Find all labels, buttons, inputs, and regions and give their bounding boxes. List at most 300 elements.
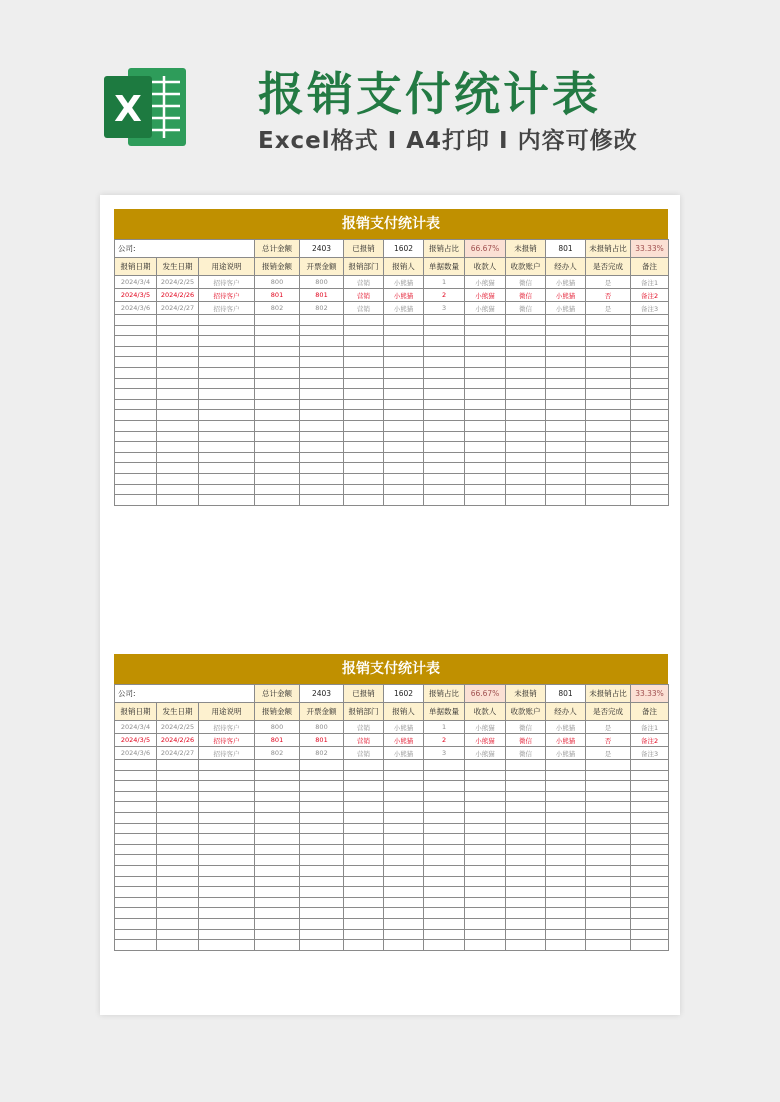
empty-cell[interactable] [631,834,669,845]
empty-cell[interactable] [199,918,255,929]
empty-cell[interactable] [157,346,199,357]
empty-cell[interactable] [199,855,255,866]
table-cell[interactable]: 否 [586,734,631,747]
empty-cell[interactable] [300,399,344,410]
empty-cell[interactable] [631,844,669,855]
table-cell[interactable]: 是 [586,721,631,734]
empty-cell[interactable] [586,367,631,378]
empty-cell[interactable] [424,389,465,400]
total-value[interactable]: 2403 [300,240,344,258]
empty-cell[interactable] [465,442,506,453]
empty-cell[interactable] [344,770,384,781]
empty-cell[interactable] [255,431,300,442]
empty-cell[interactable] [506,876,546,887]
table-cell[interactable]: 2024/2/25 [157,721,199,734]
empty-cell[interactable] [465,431,506,442]
empty-cell[interactable] [586,823,631,834]
empty-cell[interactable] [631,389,669,400]
empty-cell[interactable] [255,442,300,453]
empty-cell[interactable] [465,463,506,474]
empty-cell[interactable] [546,399,586,410]
empty-cell[interactable] [344,876,384,887]
empty-cell[interactable] [157,495,199,506]
table-cell[interactable]: 小熊猫 [546,734,586,747]
empty-cell[interactable] [546,463,586,474]
empty-cell[interactable] [115,887,157,898]
empty-cell[interactable] [586,791,631,802]
empty-cell[interactable] [157,463,199,474]
empty-cell[interactable] [586,802,631,813]
empty-cell[interactable] [199,410,255,421]
table-cell[interactable]: 招待客户 [199,302,255,315]
empty-cell[interactable] [384,781,424,792]
empty-cell[interactable] [300,325,344,336]
empty-cell[interactable] [384,855,424,866]
empty-cell[interactable] [255,389,300,400]
empty-cell[interactable] [199,325,255,336]
empty-cell[interactable] [465,473,506,484]
empty-cell[interactable] [255,410,300,421]
empty-cell[interactable] [424,452,465,463]
table-cell[interactable]: 2024/3/6 [115,302,157,315]
empty-cell[interactable] [157,420,199,431]
empty-cell[interactable] [115,897,157,908]
empty-cell[interactable] [199,442,255,453]
empty-cell[interactable] [631,908,669,919]
empty-cell[interactable] [631,760,669,771]
table-cell[interactable]: 2024/3/6 [115,747,157,760]
table-cell[interactable]: 小熊猫 [384,302,424,315]
empty-cell[interactable] [115,865,157,876]
empty-cell[interactable] [344,389,384,400]
empty-cell[interactable] [506,908,546,919]
empty-cell[interactable] [424,897,465,908]
empty-cell[interactable] [384,367,424,378]
empty-cell[interactable] [465,876,506,887]
empty-cell[interactable] [424,812,465,823]
empty-cell[interactable] [255,887,300,898]
empty-cell[interactable] [300,378,344,389]
empty-cell[interactable] [344,844,384,855]
empty-cell[interactable] [255,812,300,823]
table-cell[interactable]: 小熊猫 [384,721,424,734]
empty-cell[interactable] [546,791,586,802]
empty-cell[interactable] [506,346,546,357]
empty-cell[interactable] [586,484,631,495]
table-cell[interactable]: 小熊猫 [465,276,506,289]
table-cell[interactable]: 微信 [506,289,546,302]
empty-cell[interactable] [586,357,631,368]
empty-cell[interactable] [199,495,255,506]
empty-cell[interactable] [255,325,300,336]
empty-cell[interactable] [300,473,344,484]
empty-cell[interactable] [424,420,465,431]
empty-cell[interactable] [465,399,506,410]
empty-cell[interactable] [631,431,669,442]
empty-cell[interactable] [586,887,631,898]
empty-cell[interactable] [465,834,506,845]
empty-cell[interactable] [546,357,586,368]
empty-cell[interactable] [157,812,199,823]
empty-cell[interactable] [465,367,506,378]
empty-cell[interactable] [424,315,465,326]
empty-cell[interactable] [586,325,631,336]
table-cell[interactable]: 招待客户 [199,276,255,289]
empty-cell[interactable] [506,865,546,876]
empty-cell[interactable] [384,823,424,834]
empty-cell[interactable] [384,452,424,463]
empty-cell[interactable] [465,336,506,347]
empty-cell[interactable] [586,336,631,347]
empty-cell[interactable] [586,781,631,792]
empty-cell[interactable] [255,929,300,940]
empty-cell[interactable] [424,399,465,410]
table-cell[interactable]: 微信 [506,734,546,747]
empty-cell[interactable] [546,897,586,908]
empty-cell[interactable] [344,908,384,919]
empty-cell[interactable] [506,420,546,431]
empty-cell[interactable] [631,802,669,813]
empty-cell[interactable] [506,781,546,792]
empty-cell[interactable] [300,791,344,802]
empty-cell[interactable] [115,812,157,823]
empty-cell[interactable] [631,865,669,876]
empty-cell[interactable] [300,908,344,919]
empty-cell[interactable] [546,844,586,855]
empty-cell[interactable] [506,315,546,326]
empty-cell[interactable] [586,918,631,929]
empty-cell[interactable] [506,452,546,463]
empty-cell[interactable] [199,887,255,898]
empty-cell[interactable] [546,442,586,453]
empty-cell[interactable] [384,484,424,495]
empty-cell[interactable] [344,452,384,463]
empty-cell[interactable] [546,336,586,347]
empty-cell[interactable] [465,908,506,919]
empty-cell[interactable] [465,940,506,951]
empty-cell[interactable] [384,431,424,442]
empty-cell[interactable] [300,463,344,474]
table-cell[interactable]: 备注3 [631,747,669,760]
empty-cell[interactable] [546,452,586,463]
empty-cell[interactable] [465,378,506,389]
empty-cell[interactable] [300,389,344,400]
empty-cell[interactable] [586,410,631,421]
empty-cell[interactable] [300,834,344,845]
empty-cell[interactable] [115,781,157,792]
empty-cell[interactable] [157,791,199,802]
empty-cell[interactable] [344,855,384,866]
empty-cell[interactable] [465,897,506,908]
empty-cell[interactable] [157,918,199,929]
empty-cell[interactable] [465,495,506,506]
empty-cell[interactable] [344,802,384,813]
empty-cell[interactable] [115,484,157,495]
empty-cell[interactable] [255,897,300,908]
empty-cell[interactable] [506,357,546,368]
empty-cell[interactable] [255,940,300,951]
empty-cell[interactable] [344,823,384,834]
empty-cell[interactable] [631,357,669,368]
empty-cell[interactable] [300,760,344,771]
empty-cell[interactable] [344,834,384,845]
empty-cell[interactable] [506,823,546,834]
empty-cell[interactable] [384,876,424,887]
table-cell[interactable]: 营销 [344,276,384,289]
empty-cell[interactable] [465,802,506,813]
empty-cell[interactable] [506,760,546,771]
empty-cell[interactable] [384,929,424,940]
empty-cell[interactable] [631,887,669,898]
empty-cell[interactable] [157,897,199,908]
empty-cell[interactable] [424,484,465,495]
empty-cell[interactable] [384,897,424,908]
empty-cell[interactable] [465,452,506,463]
empty-cell[interactable] [384,760,424,771]
table-cell[interactable]: 3 [424,747,465,760]
empty-cell[interactable] [506,484,546,495]
empty-cell[interactable] [631,378,669,389]
empty-cell[interactable] [115,760,157,771]
empty-cell[interactable] [631,442,669,453]
empty-cell[interactable] [424,834,465,845]
empty-cell[interactable] [424,770,465,781]
empty-cell[interactable] [255,357,300,368]
empty-cell[interactable] [344,325,384,336]
empty-cell[interactable] [631,918,669,929]
empty-cell[interactable] [546,887,586,898]
empty-cell[interactable] [424,940,465,951]
table-cell[interactable]: 小熊猫 [384,289,424,302]
empty-cell[interactable] [115,876,157,887]
empty-cell[interactable] [424,325,465,336]
empty-cell[interactable] [157,844,199,855]
table-cell[interactable]: 3 [424,302,465,315]
empty-cell[interactable] [631,876,669,887]
empty-cell[interactable] [255,834,300,845]
empty-cell[interactable] [384,887,424,898]
empty-cell[interactable] [255,865,300,876]
empty-cell[interactable] [586,463,631,474]
empty-cell[interactable] [506,918,546,929]
empty-cell[interactable] [157,357,199,368]
empty-cell[interactable] [424,346,465,357]
empty-cell[interactable] [384,336,424,347]
empty-cell[interactable] [199,399,255,410]
empty-cell[interactable] [199,484,255,495]
table-cell[interactable]: 2 [424,734,465,747]
empty-cell[interactable] [199,929,255,940]
empty-cell[interactable] [255,315,300,326]
empty-cell[interactable] [546,484,586,495]
empty-cell[interactable] [506,897,546,908]
empty-cell[interactable] [631,336,669,347]
empty-cell[interactable] [255,781,300,792]
empty-cell[interactable] [255,336,300,347]
empty-cell[interactable] [255,463,300,474]
empty-cell[interactable] [546,908,586,919]
empty-cell[interactable] [255,802,300,813]
empty-cell[interactable] [384,834,424,845]
empty-cell[interactable] [506,887,546,898]
empty-cell[interactable] [199,420,255,431]
empty-cell[interactable] [344,420,384,431]
empty-cell[interactable] [506,929,546,940]
empty-cell[interactable] [199,770,255,781]
empty-cell[interactable] [255,823,300,834]
empty-cell[interactable] [255,378,300,389]
empty-cell[interactable] [157,908,199,919]
empty-cell[interactable] [199,897,255,908]
empty-cell[interactable] [465,410,506,421]
table-cell[interactable]: 备注2 [631,289,669,302]
empty-cell[interactable] [586,346,631,357]
empty-cell[interactable] [157,929,199,940]
empty-cell[interactable] [424,844,465,855]
empty-cell[interactable] [300,887,344,898]
empty-cell[interactable] [384,357,424,368]
empty-cell[interactable] [300,357,344,368]
empty-cell[interactable] [506,495,546,506]
empty-cell[interactable] [465,929,506,940]
empty-cell[interactable] [157,442,199,453]
empty-cell[interactable] [586,473,631,484]
empty-cell[interactable] [631,855,669,866]
empty-cell[interactable] [384,495,424,506]
empty-cell[interactable] [631,897,669,908]
empty-cell[interactable] [465,760,506,771]
empty-cell[interactable] [300,929,344,940]
empty-cell[interactable] [300,420,344,431]
empty-cell[interactable] [465,315,506,326]
empty-cell[interactable] [199,812,255,823]
empty-cell[interactable] [300,484,344,495]
empty-cell[interactable] [506,378,546,389]
empty-cell[interactable] [300,495,344,506]
empty-cell[interactable] [465,346,506,357]
empty-cell[interactable] [300,770,344,781]
unreimbursed-value[interactable]: 801 [546,240,586,258]
empty-cell[interactable] [344,918,384,929]
empty-cell[interactable] [115,918,157,929]
empty-cell[interactable] [300,865,344,876]
empty-cell[interactable] [344,410,384,421]
table-cell[interactable]: 小熊猫 [465,721,506,734]
table-cell[interactable]: 2024/3/5 [115,734,157,747]
empty-cell[interactable] [344,336,384,347]
table-cell[interactable]: 800 [300,721,344,734]
empty-cell[interactable] [384,473,424,484]
empty-cell[interactable] [506,336,546,347]
empty-cell[interactable] [586,865,631,876]
table-cell[interactable]: 备注2 [631,734,669,747]
empty-cell[interactable] [255,399,300,410]
table-cell[interactable]: 招待客户 [199,721,255,734]
empty-cell[interactable] [546,855,586,866]
empty-cell[interactable] [199,367,255,378]
empty-cell[interactable] [506,855,546,866]
empty-cell[interactable] [384,791,424,802]
empty-cell[interactable] [344,378,384,389]
empty-cell[interactable] [546,918,586,929]
empty-cell[interactable] [465,325,506,336]
empty-cell[interactable] [546,315,586,326]
empty-cell[interactable] [631,346,669,357]
table-cell[interactable]: 800 [300,276,344,289]
table-cell[interactable]: 小熊猫 [384,734,424,747]
empty-cell[interactable] [344,812,384,823]
empty-cell[interactable] [424,473,465,484]
empty-cell[interactable] [631,812,669,823]
empty-cell[interactable] [546,770,586,781]
empty-cell[interactable] [546,420,586,431]
empty-cell[interactable] [424,781,465,792]
empty-cell[interactable] [300,781,344,792]
empty-cell[interactable] [384,812,424,823]
empty-cell[interactable] [465,865,506,876]
empty-cell[interactable] [300,823,344,834]
table-cell[interactable]: 2024/2/27 [157,302,199,315]
empty-cell[interactable] [546,781,586,792]
empty-cell[interactable] [300,876,344,887]
empty-cell[interactable] [586,812,631,823]
empty-cell[interactable] [465,781,506,792]
empty-cell[interactable] [157,367,199,378]
empty-cell[interactable] [157,865,199,876]
empty-cell[interactable] [546,876,586,887]
empty-cell[interactable] [586,452,631,463]
empty-cell[interactable] [586,897,631,908]
empty-cell[interactable] [384,378,424,389]
table-cell[interactable]: 备注1 [631,276,669,289]
empty-cell[interactable] [157,315,199,326]
empty-cell[interactable] [586,844,631,855]
empty-cell[interactable] [424,887,465,898]
table-cell[interactable]: 微信 [506,721,546,734]
empty-cell[interactable] [424,865,465,876]
table-cell[interactable]: 802 [255,747,300,760]
empty-cell[interactable] [586,929,631,940]
table-cell[interactable]: 802 [300,302,344,315]
empty-cell[interactable] [631,484,669,495]
empty-cell[interactable] [199,378,255,389]
empty-cell[interactable] [115,378,157,389]
empty-cell[interactable] [255,495,300,506]
empty-cell[interactable] [546,760,586,771]
empty-cell[interactable] [546,940,586,951]
empty-cell[interactable] [631,940,669,951]
empty-cell[interactable] [631,463,669,474]
empty-cell[interactable] [384,346,424,357]
empty-cell[interactable] [586,770,631,781]
reimbursed-value[interactable]: 1602 [384,240,424,258]
empty-cell[interactable] [115,431,157,442]
empty-cell[interactable] [424,357,465,368]
empty-cell[interactable] [115,325,157,336]
total-value[interactable]: 2403 [300,685,344,703]
table-cell[interactable]: 1 [424,276,465,289]
empty-cell[interactable] [255,908,300,919]
table-cell[interactable]: 备注1 [631,721,669,734]
empty-cell[interactable] [157,410,199,421]
empty-cell[interactable] [586,855,631,866]
empty-cell[interactable] [546,812,586,823]
table-cell[interactable]: 营销 [344,747,384,760]
empty-cell[interactable] [115,336,157,347]
empty-cell[interactable] [546,495,586,506]
table-cell[interactable]: 微信 [506,302,546,315]
empty-cell[interactable] [157,378,199,389]
